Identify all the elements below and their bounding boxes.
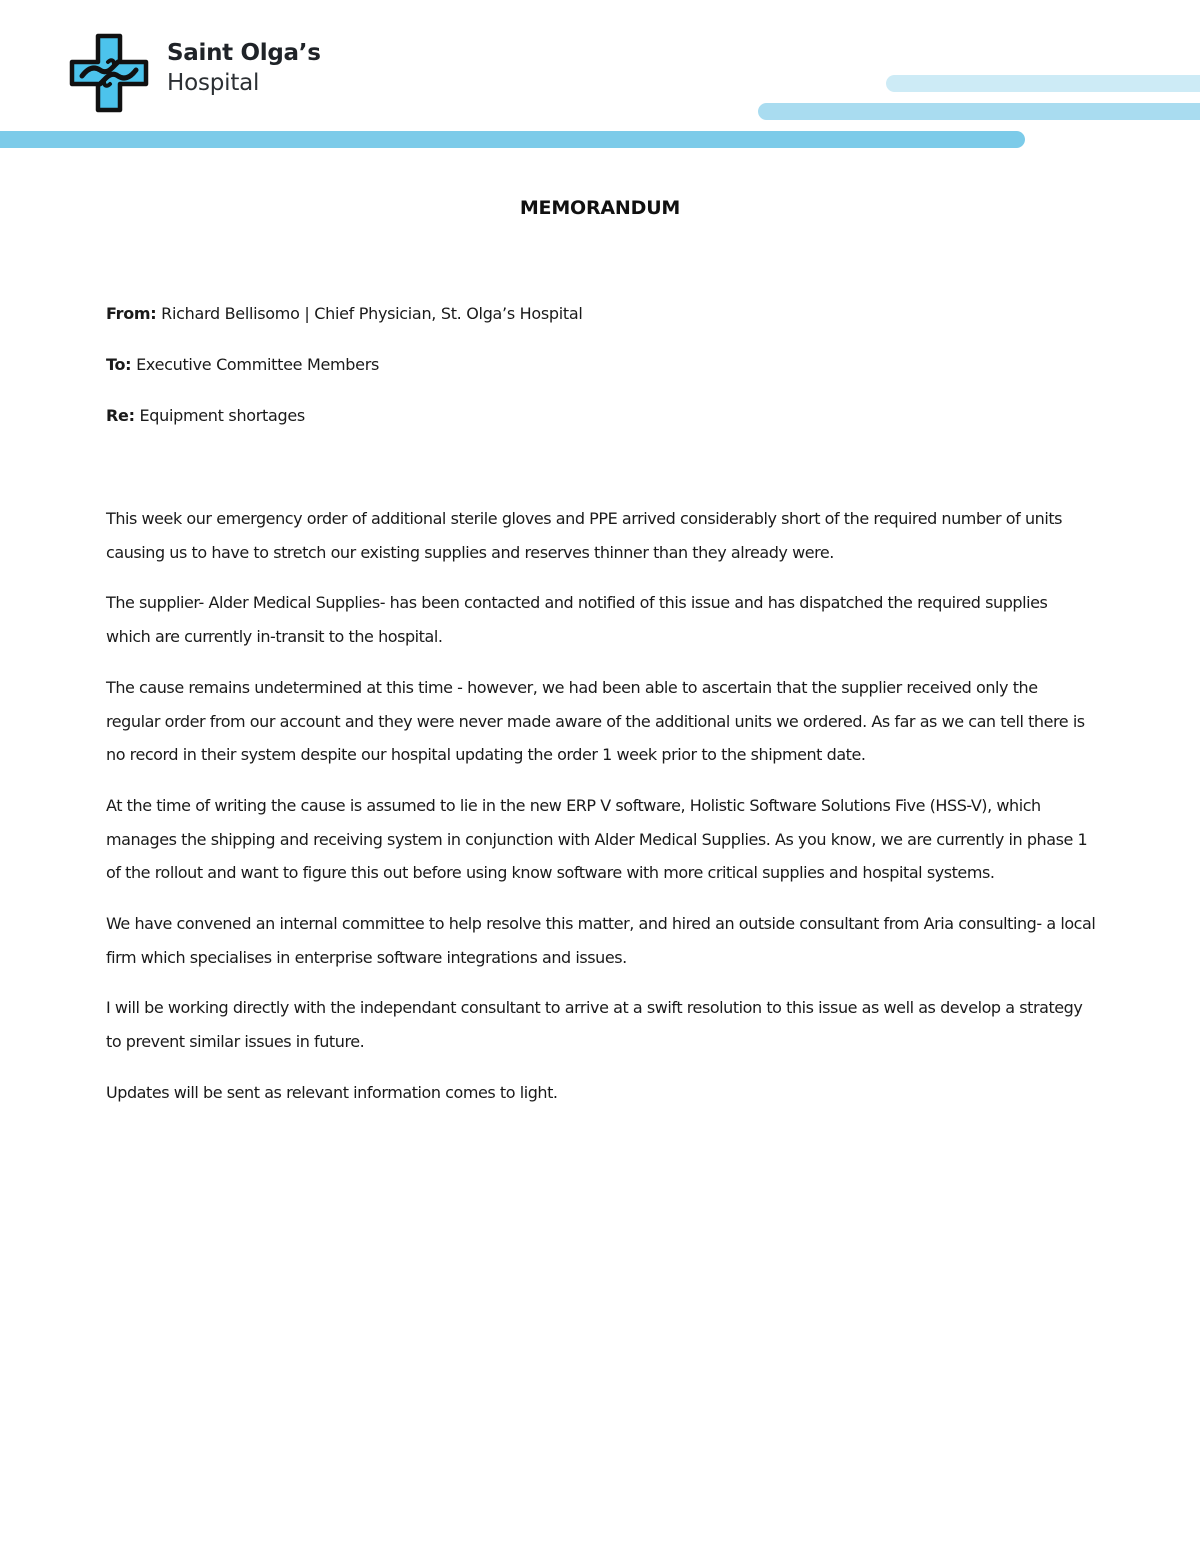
body-paragraph: We have convened an internal committee to help resolve this matter, and hired an outside consultant from Aria consulting- a local firm which specialises in enterprise software integrations and issues. — [106, 914, 1096, 967]
brand-wordmark — [167, 42, 321, 95]
memo-to-line — [106, 355, 379, 374]
re-value: Equipment shortages — [139, 406, 305, 425]
brand-name: Saint Olga’s — [167, 40, 321, 66]
body-paragraph: The supplier- Alder Medical Supplies- has been contacted and notified of this issue and has dispatched the required supplies which are currently in-transit to the hospital. — [106, 593, 1048, 647]
re-label: Re: — [106, 406, 135, 425]
decorative-bar-middle — [758, 103, 1200, 120]
body-paragraph: I will be working directly with the independant consultant to arrive at a swift resolution to this issue as well as develop a strategy to prevent similar issues in future. — [106, 998, 1083, 1052]
to-label: To: — [106, 355, 132, 374]
body-paragraph: The cause remains undetermined at this time - however, we had been able to ascertain that the supplier received only the regular order from our account and they were never made aware of the additional units we ordered. As far as we can tell there is no record in their system despite our hospital updating the order 1 week prior to the shipment date. — [106, 677, 1085, 765]
medical-cross-hands-icon — [68, 32, 150, 114]
hospital-logo — [68, 32, 150, 114]
from-label: From: — [106, 304, 157, 323]
body-paragraph: This week our emergency order of additional sterile gloves and PPE arrived considerably short of the required number of units causing us to have to stretch our existing supplies and reserves thinner than they already were. — [106, 509, 1063, 562]
body-paragraph: Updates will be sent as relevant information comes to light. — [106, 1082, 558, 1102]
memo-body — [106, 502, 1096, 1127]
memo-from-line — [106, 304, 583, 323]
decorative-bar-top — [886, 75, 1200, 92]
from-value: Richard Bellisomo | Chief Physician, St. Olga’s Hospital — [161, 304, 583, 323]
memo-title: MEMORANDUM — [519, 197, 681, 219]
body-paragraph: At the time of writing the cause is assumed to lie in the new ERP V software, Holistic Software Solutions Five (HSS-V), which manages the shipping and receiving system in conjunction with Alder Medical Supplies. As you know, we are currently in phase 1 of the rollout and want to figure this out before using know software with more critical supplies and hospital systems. — [106, 795, 1088, 883]
brand-subtitle: Hospital — [167, 70, 260, 96]
decorative-bar-main — [0, 131, 1025, 148]
to-value: Executive Committee Members — [136, 355, 380, 374]
memo-re-line — [106, 406, 305, 425]
